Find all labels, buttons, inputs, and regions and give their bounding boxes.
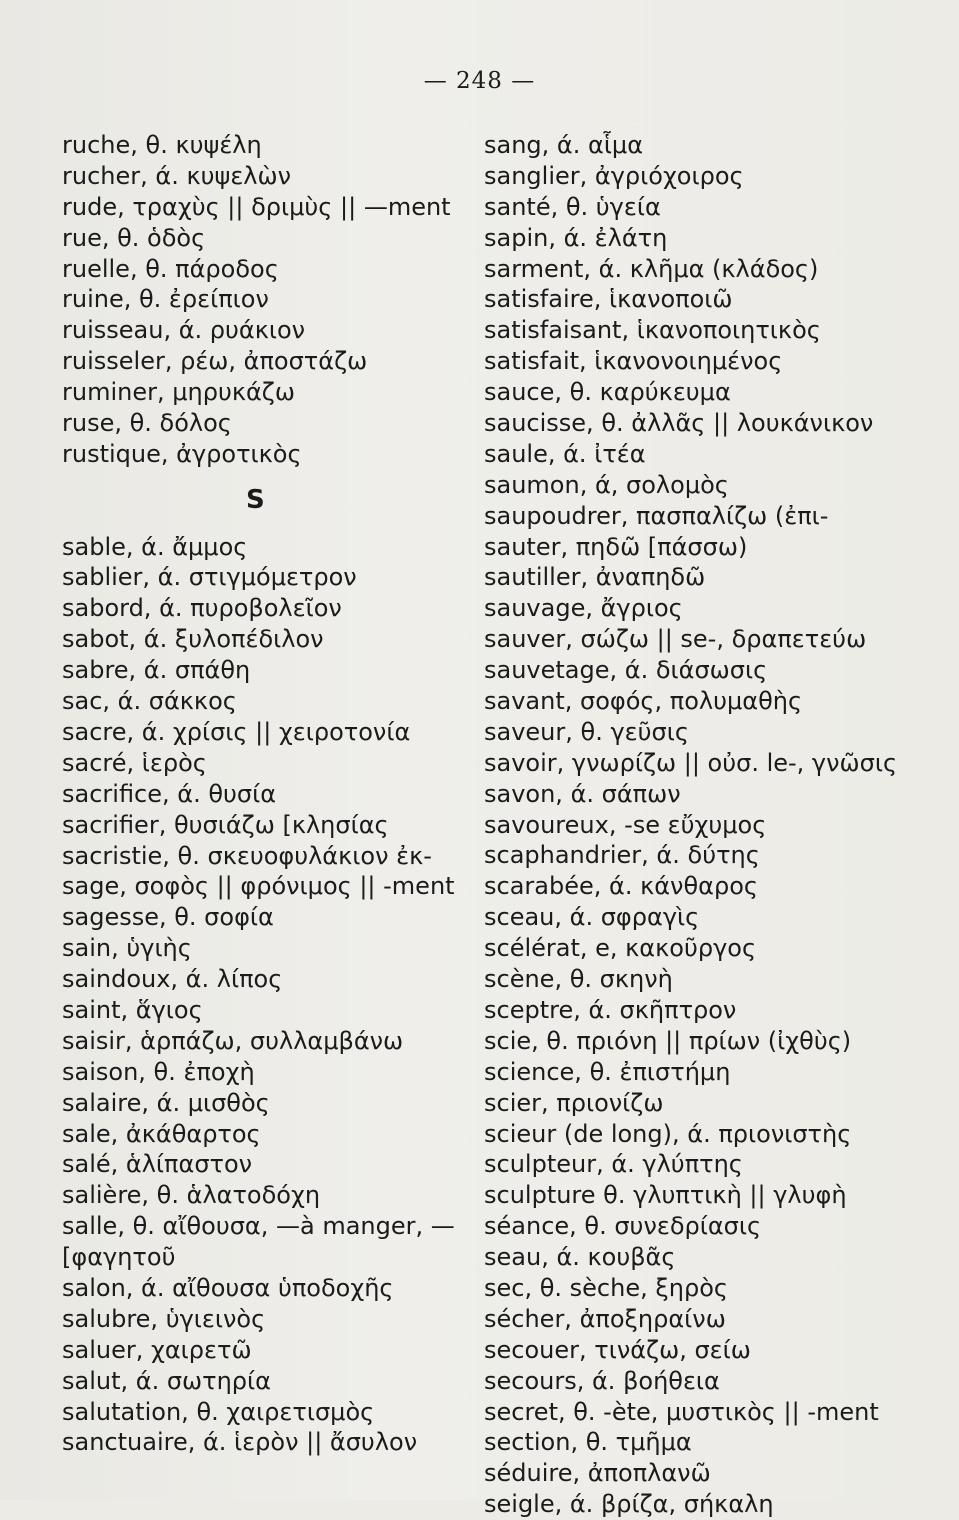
dictionary-entry: sec, θ. sèche, ξηρὸς (484, 1273, 728, 1302)
dictionary-entry: sceau, ά. σφραγὶς (484, 903, 700, 932)
dictionary-entry: scie, θ. πριόνη || πρίων (ἰχθὺς) (484, 1026, 852, 1055)
dictionary-entry: saupoudrer, πασπαλίζω (ἐπι- (484, 501, 829, 530)
dictionary-entry: sculpteur, ά. γλύπτης (484, 1150, 743, 1179)
dictionary-entry: sabre, ά. σπάθη (62, 656, 251, 685)
dictionary-entry: savoureux, -se εὔχυμος (484, 810, 767, 839)
dictionary-entry: sabord, ά. πυροβολεῖον (62, 594, 342, 623)
dictionary-entry: sauter, πηδῶ [πάσσω) (484, 532, 748, 561)
dictionary-entry: saindoux, ά. λίπος (62, 965, 283, 994)
dictionary-entry: secours, ά. βοήθεια (484, 1366, 720, 1395)
dictionary-entry: ruisseler, ρέω, ἀποστάζω (62, 347, 368, 376)
dictionary-entry: sacre, ά. χρίσις || χειροτονία (62, 717, 411, 746)
dictionary-entry: sauver, σώζω || se-, δραπετεύω (484, 625, 867, 654)
dictionary-entry: ruelle, θ. πάροδος (62, 254, 279, 283)
dictionary-entry: secret, θ. -ète, μυστικὸς || -ment (484, 1397, 879, 1426)
dictionary-entry: sain, ὑγιὴς (62, 934, 192, 963)
dictionary-entry: rue, θ. ὁδὸς (62, 223, 206, 252)
dictionary-entry: secouer, τινάζω, σείω (484, 1335, 751, 1364)
right-column (484, 130, 904, 1520)
dictionary-entry: saucisse, θ. ἀλλᾶς || λουκάνικον (484, 409, 874, 438)
dictionary-entry: seigle, ά. βρίζα, σήκαλη (484, 1490, 774, 1519)
dictionary-entry: sauvetage, ά. διάσωσις (484, 656, 768, 685)
dictionary-entry: séduire, ἀποπλανῶ (484, 1459, 711, 1488)
dictionary-entry: saison, θ. ἐποχὴ (62, 1057, 255, 1086)
dictionary-entry: scaphandrier, ά. δύτης (484, 841, 760, 870)
dictionary-entry: rucher, ά. κυψελὼν (62, 161, 291, 190)
dictionary-entry: sacrifier, θυσιάζω [κλησίας (62, 810, 389, 839)
dictionary-entry: salaire, ά. μισθὸς (62, 1088, 270, 1117)
dictionary-entry: salé, ἁλίπαστον (62, 1150, 253, 1179)
dictionary-entry: seau, ά. κουβᾶς (484, 1243, 676, 1272)
dictionary-entry: rude, τραχὺς || δριμὺς || —ment (62, 192, 451, 221)
dictionary-entry: sage, σοφὸς || φρόνιμος || -ment (62, 872, 455, 901)
dictionary-entry: sacristie, θ. σκευοφυλάκιον ἐκ- (62, 841, 432, 870)
section-letter-heading: S (246, 484, 265, 515)
dictionary-entry: salle, θ. αἴθουσα, —à manger, — (62, 1212, 455, 1241)
dictionary-entry: sacré, ἱερὸς (62, 748, 207, 777)
dictionary-entry: saint, ἅγιος (62, 995, 203, 1024)
dictionary-entry: sautiller, ἀναπηδῶ (484, 563, 706, 592)
dictionary-entry: saumon, ά, σολομὸς (484, 470, 729, 499)
dictionary-entry: scier, πριονίζω (484, 1088, 664, 1117)
dictionary-entry: scène, θ. σκηνὴ (484, 965, 673, 994)
dictionary-entry: sculpture θ. γλυπτικὴ || γλυφὴ (484, 1181, 847, 1210)
dictionary-entry: sanglier, ἀγριόχοιρος (484, 161, 744, 190)
dictionary-entry: sac, ά. σάκκος (62, 687, 237, 716)
dictionary-entry: ruche, θ. κυψέλη (62, 131, 262, 159)
dictionary-entry: sauvage, ἄγριος (484, 594, 683, 623)
dictionary-entry: sapin, ά. ἐλάτη (484, 223, 668, 252)
dictionary-entry: satisfaire, ἱκανοποιῶ (484, 285, 733, 314)
dictionary-entry: science, θ. ἐπιστήμη (484, 1057, 731, 1086)
left-column (62, 130, 472, 1458)
dictionary-entry: sang, ά. αἷμα (484, 131, 644, 159)
dictionary-entry: sabot, ά. ξυλοπέδιλον (62, 625, 324, 654)
dictionary-entry: saisir, ἁρπάζω, συλλαμβάνω (62, 1026, 404, 1055)
page-number: — 248 — (423, 68, 536, 94)
dictionary-entry: section, θ. τμῆμα (484, 1428, 692, 1457)
dictionary-entry: sacrifice, ά. θυσία (62, 779, 277, 808)
dictionary-entry: sanctuaire, ά. ἱερὸν || ἄσυλον (62, 1428, 418, 1457)
dictionary-entry: sablier, ά. στιγμόμετρον (62, 563, 357, 592)
dictionary-entry: rustique, ἀγροτικὸς (62, 439, 302, 468)
dictionary-entry: salon, ά. αἴθουσα ὑποδοχῆς (62, 1273, 394, 1302)
dictionary-entry: sagesse, θ. σοφία (62, 903, 274, 932)
dictionary-entry: séance, θ. συνεδρίασις (484, 1212, 762, 1241)
dictionary-entry: sceptre, ά. σκῆπτρον (484, 995, 737, 1024)
dictionary-entry: savant, σοφός, πολυμαθὴς (484, 687, 803, 716)
dictionary-entry-continuation: [φαγητοῦ (62, 1243, 176, 1272)
dictionary-entry: ruine, θ. ἐρείπιον (62, 285, 269, 314)
dictionary-entry: salubre, ὑγιεινὸς (62, 1304, 266, 1333)
dictionary-entry: sauce, θ. καρύκευμα (484, 378, 731, 407)
dictionary-entry: scélérat, e, κακοῦργος (484, 934, 757, 963)
dictionary-entry: saule, ά. ἰτέα (484, 439, 646, 468)
dictionary-entry: salut, ά. σωτηρία (62, 1366, 271, 1395)
dictionary-entry: savoir, γνωρίζω || οὐσ. le-, γνῶσις (484, 748, 898, 777)
dictionary-entry: scieur (de long), ά. πριονιστὴς (484, 1119, 852, 1148)
dictionary-entry: salutation, θ. χαιρετισμὸς (62, 1397, 375, 1426)
dictionary-entry: sale, ἀκάθαρτος (62, 1119, 261, 1148)
dictionary-entry: ruisseau, ά. ρυάκιον (62, 316, 306, 345)
dictionary-entry: satisfaisant, ἱκανοποιητικὸς (484, 316, 821, 345)
dictionary-entry: saluer, χαιρετῶ (62, 1335, 252, 1364)
dictionary-entry: sécher, ἀποξηραίνω (484, 1304, 726, 1333)
dictionary-entry: scarabée, ά. κάνθαρος (484, 872, 758, 901)
dictionary-entry: saveur, θ. γεῦσις (484, 717, 689, 746)
dictionary-entry: santé, θ. ὑγεία (484, 192, 661, 221)
dictionary-entry: sarment, ά. κλῆμα (κλάδος) (484, 254, 819, 283)
dictionary-entry: sable, ά. ἄμμος (62, 532, 248, 561)
dictionary-entry: satisfait, ἱκανονοιημένος (484, 347, 783, 376)
dictionary-entry: savon, ά. σάπων (484, 779, 681, 808)
dictionary-entry: salière, θ. ἁλατοδόχη (62, 1181, 321, 1210)
dictionary-entry: ruminer, μηρυκάζω (62, 378, 295, 407)
dictionary-entry: ruse, θ. δόλος (62, 409, 232, 438)
